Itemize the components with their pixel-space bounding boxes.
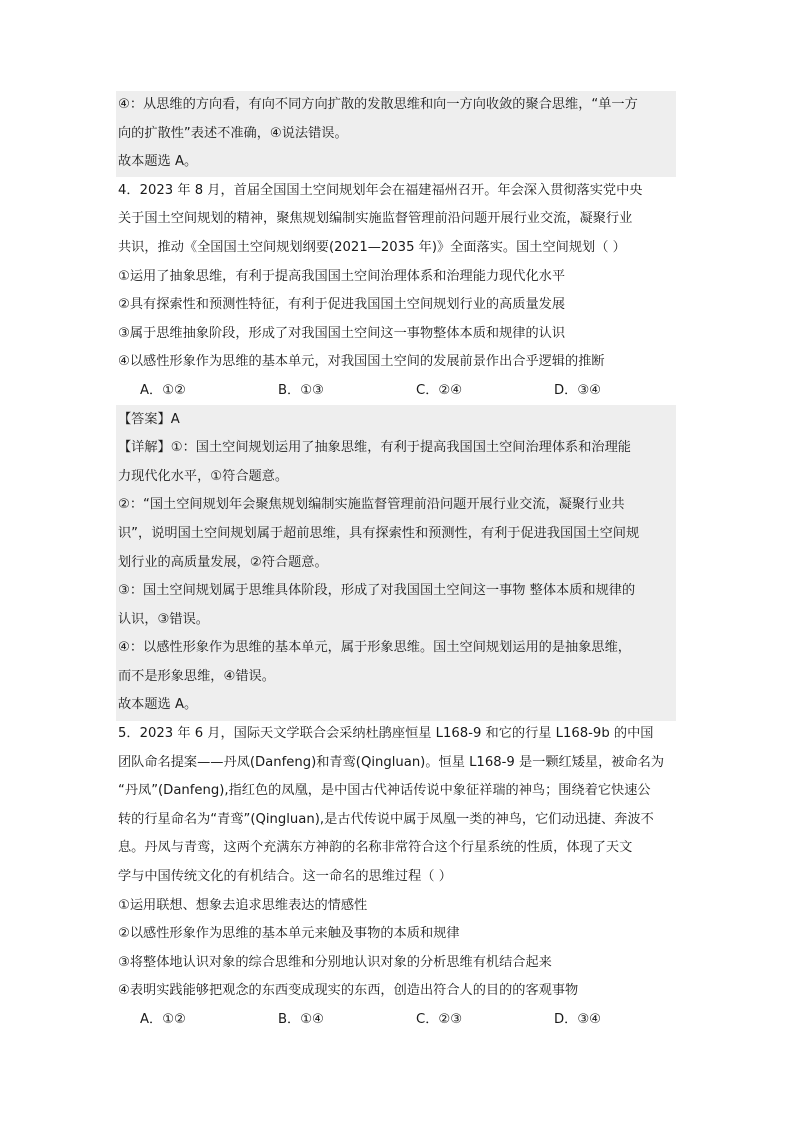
q5-statement: ④表明实践能够把观念的东西变成现实的东西，创造出符合人的目的的客观事物 [118,983,579,999]
q5-stem-line: “丹凤”(Danfeng),指红色的凤凰，是中国古代神话传说中象征祥瑞的神鸟；围绕着它快速公 [118,783,651,799]
q5-statement: ③将整体地认识对象的综合思维和分别地认识对象的分析思维有机结合起来 [118,954,552,970]
q4-detail-line: 划行业的高质量发展，②符合题意。 [118,554,328,570]
q4-option-b: B．①③ [278,382,324,398]
q4-statement: ④以感性形象作为思维的基本单元，对我国国土空间的发展前景作出合乎逻辑的推断 [118,354,605,370]
q5-options [118,1006,678,1035]
q4-detail-line: ②：“国土空间规划年会聚焦规划编制实施监督管理前沿问题开展行业交流，凝聚行业共 [118,497,625,513]
document-content [118,91,678,1035]
q5-option-b: B．①④ [278,1012,324,1027]
q5-stem-line: 团队命名提案——丹凤(Danfeng)和青鸾(Qingluan)。恒星 L168-9 是一颗红矮星，被命名为 [118,754,665,770]
q4-stem-line: 关于国土空间规划的精神，聚焦规划编制实施监督管理前沿问题开展行业交流，凝聚行业 [118,211,633,227]
q3-analysis-line: 向的扩散性”表述不准确，④说法错误。 [118,125,348,141]
q5-stem-line: 学与中国传统文化的有机结合。这一命名的思维过程（ ） [118,869,452,885]
q5-option-a: A．①② [140,1012,186,1027]
q5-statement: ①运用联想、想象去追求思维表达的情感性 [118,897,368,913]
q4-answer: 【答案】A [118,411,180,427]
q5-stem-line: 转的行星命名为“青鸾”(Qingluan),是古代传说中属于凤凰一类的神鸟，它们动迅捷、奔波不 [118,811,654,827]
q4-options [118,377,678,406]
q4-stem-line: 共识，推动《全国国土空间规划纲要(2021—2035 年)》全面落实。国土空间规划（ ） [118,239,626,255]
q3-analysis-line: ④：从思维的方向看，有向不同方向扩散的发散思维和向一方向收敛的聚合思维，“单一方 [118,97,638,112]
q4-detail-line: 识”，说明国土空间规划属于超前思维，具有探索性和预测性，有利于促进我国国土空间规 [118,525,640,541]
q4-conclusion: 故本题选 A。 [118,697,198,713]
q5-stem-line: 息。丹凤与青鸾，这两个充满东方神韵的名称非常符合这个行星系统的性质，体现了天文 [118,840,633,856]
q4-stem-line: 4．2023 年 8 月，首届全国国土空间规划年会在福建福州召开。年会深入贯彻落实党中央 [118,182,643,198]
q4-statement: ①运用了抽象思维，有利于提高我国国土空间治理体系和治理能力现代化水平 [118,268,566,284]
q4-detail-line: 而不是形象思维，④错误。 [118,668,275,684]
q4-option-a: A．①② [140,382,186,398]
q4-detail-line: 认识，③错误。 [118,611,209,627]
q4-option-d: D．③④ [554,382,601,398]
q5-option-c: C．②③ [416,1012,463,1027]
q4-detail-line: ④：以感性形象作为思维的基本单元，属于形象思维。国土空间规划运用的是抽象思维， [118,640,631,656]
q4-statement: ③属于思维抽象阶段，形成了对我国国土空间这一事物整体本质和规律的认识 [118,325,566,341]
q4-option-c: C．②④ [416,382,463,398]
q4-detail-line: ③：国土空间规划属于思维具体阶段，形成了对我国国土空间这一事物 整体本质和规律的 [118,583,636,599]
q5-option-d: D．③④ [554,1012,601,1027]
q3-conclusion: 故本题选 A。 [118,154,198,170]
q4-detail-line: 【详解】①：国土空间规划运用了抽象思维，有利于提高我国国土空间治理体系和治理能 [118,440,631,456]
q5-stem-line: 5．2023 年 6 月，国际天文学联合会采纳杜鹃座恒星 L168-9 和它的行星 L168-9b 的中国 [118,726,654,742]
q5-statement: ②以感性形象作为思维的基本单元来触及事物的本质和规律 [118,926,460,942]
q4-detail-line: 力现代化水平，①符合题意。 [118,468,289,484]
q4-statement: ②具有探索性和预测性特征，有利于促进我国国土空间规划行业的高质量发展 [118,297,566,313]
